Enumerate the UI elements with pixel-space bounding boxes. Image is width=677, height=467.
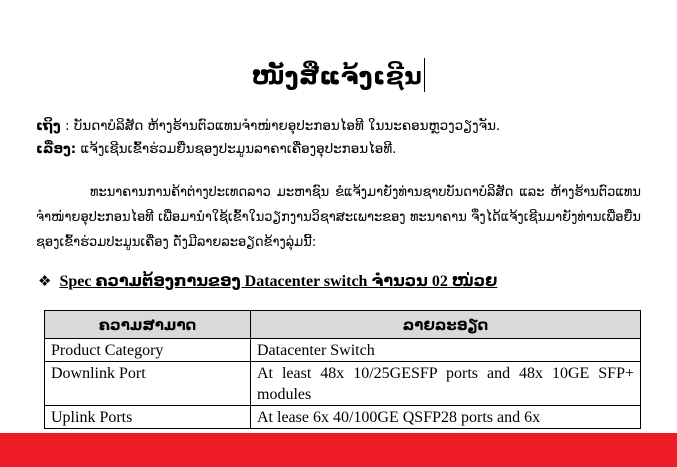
table-cell: Datacenter Switch — [251, 339, 641, 362]
diamond-bullet-icon: ❖ — [38, 274, 52, 290]
subject-line — [36, 141, 396, 157]
table-cell: Product Category — [45, 339, 251, 362]
footer-red-bar — [0, 433, 677, 467]
text-cursor — [424, 58, 425, 92]
recipient-line — [36, 118, 500, 134]
column-header-details: ລາຍລະອຽດ — [251, 311, 641, 339]
table-row — [45, 406, 641, 429]
document-title: ໜັງສືແຈ້ງເຊີນ — [0, 58, 677, 92]
table-row — [45, 339, 641, 362]
section-heading-text: Spec ຄວາມຕ້ອງການຂອງ Datacenter switch ຈໍານວນ 02 ໜ່ວຍ — [59, 273, 498, 290]
recipient-label: ເຖິງ — [36, 118, 61, 134]
subject-text: ແຈ້ງເຊີນເຂົ້າຮ່ວມຍື່ນຊອງປະມູນລາຄາເຄື່ອງອຸປະກອນໄອທີ. — [80, 141, 397, 157]
table-row — [45, 362, 641, 406]
recipient-text: : ບັນດາບໍລິສັດ ຫ້າງຮ້ານຕົວແທນຈໍາໜ່າຍອຸປະກອນໄອທີ ໃນນະຄອນຫຼວງວຽງຈັນ. — [65, 118, 501, 134]
body-paragraph: ທະນາຄານການຄ້າຕ່າງປະເທດລາວ ມະຫາຊົນ ຂໍແຈ້ງມາຍັງທ່ານຊາບບັນດາບໍລິສັດ ແລະ ຫ້າງຮ້ານຕົວແທນຈໍາໜ່າຍອຸປະກອນໄອທີ ເພື່ອມານໍາໃຊ້ເຂົ້າໃນວຽກງານວິຊາສະເພາະຂອງ ທະນາຄານ ຈຶ່ງໄດ້ແຈ້ງເຊີນມາຍັງທ່ານເພື່ອຍື່ນຊອງເຂົ້າຮ່ວມປະມູນເຄື່ອງ ດັ່ງມີລາຍລະອຽດຂ້າງລຸ່ມນີ້: — [36, 185, 641, 250]
spec-table — [44, 310, 641, 429]
table-header-row — [45, 311, 641, 339]
table-cell: Downlink Port — [45, 362, 251, 406]
table-cell: Uplink Ports — [45, 406, 251, 429]
table-cell: At least 48x 10/25GESFP ports and 48x 10GE SFP+ modules — [251, 362, 641, 406]
subject-label: ເລື່ອງ: — [36, 141, 77, 157]
section-heading — [38, 271, 497, 291]
table-cell: At lease 6x 40/100GE QSFP28 ports and 6x — [251, 406, 641, 429]
column-header-capability: ຄວາມສາມາດ — [45, 311, 251, 339]
